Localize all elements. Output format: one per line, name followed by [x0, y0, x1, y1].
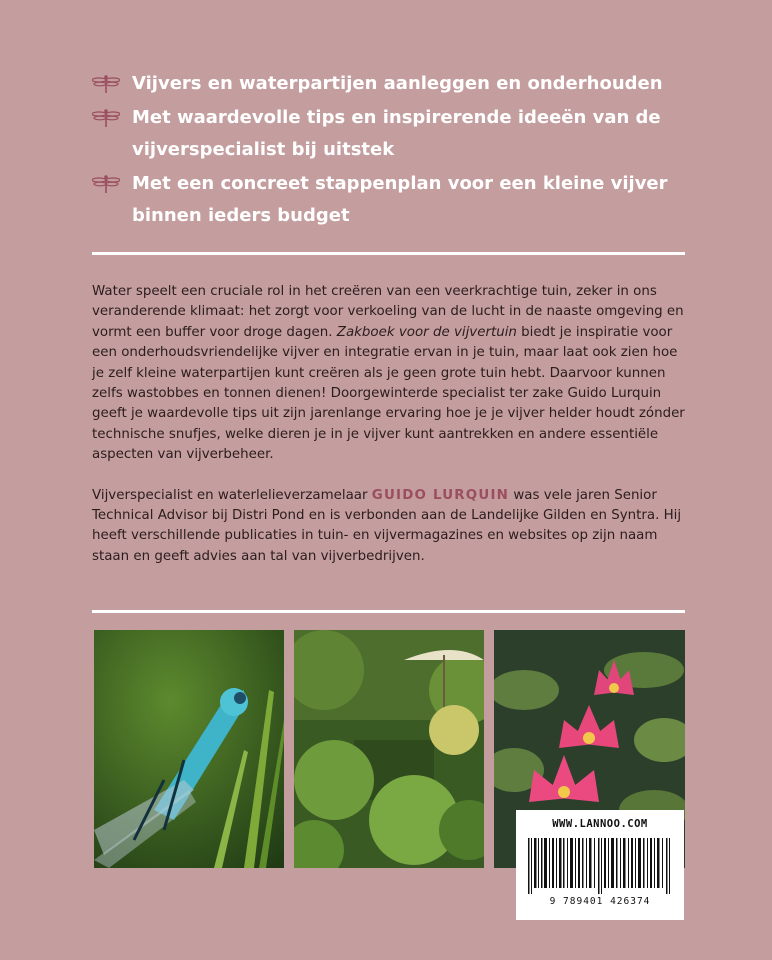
- author-name: GUIDO LURQUIN: [371, 487, 510, 503]
- bullet-item: [92, 168, 692, 232]
- bio-text: was vele jaren Senior Technical Advisor bij Distri Pond en is verbonden aan de Landelijke Gilden en Syntra. Hij heeft verschillende publicaties in tuin- en vijvermagazines en websites op zijn naam staan en geeft advies aan tal van vijverbedrijven.: [92, 487, 682, 564]
- bullet-item: [92, 102, 692, 166]
- publisher-url: WWW.LANNOO.COM: [552, 818, 648, 830]
- description-text: Water speelt een cruciale rol in het creëren van een veerkrachtige tuin, zeker in ons veranderende klimaat: het zorgt voor verkoeling van de lucht in de naaste omgeving en vormt een buffer voor droge dagen.: [92, 284, 684, 340]
- feature-bullets: [92, 68, 692, 234]
- book-title: Zakboek voor de vijvertuin: [336, 324, 517, 340]
- dragonfly-photo-icon: [94, 630, 284, 868]
- garden-photo-icon: [294, 630, 484, 868]
- divider-bottom: [92, 610, 685, 613]
- garden-pond-photo: [294, 630, 484, 868]
- bullet-item: [92, 68, 692, 100]
- bullet-text: Met een concreet stappenplan voor een kleine vijver binnen ieders budget: [132, 173, 668, 226]
- dragonfly-photo: [94, 630, 284, 868]
- bullet-text: Met waardevolle tips en inspirerende ideeën van de vijverspecialist bij uitstek: [132, 107, 661, 160]
- barcode-icon: [526, 838, 674, 894]
- description-text: biedt je inspiratie voor een onderhoudsvriendelijke vijver en integratie ervan in je tuin, maar laat ook zien hoe je zelf kleine waterpartijen kunt creëren als je geen grote tuin hebt. Daarvoor kunnen zelfs wastobbes en tonnen dienen! Doorgewinterde specialist ter zake Guido Lurquin geeft je waardevolle tips uit zijn jarenlange ervaring hoe je je vijver helder houdt zónder technische snufjes, welke dieren je in je vijver kunt aantrekken en andere essentiële aspecten van vijverbeheer.: [92, 324, 685, 463]
- back-cover-text: [92, 282, 692, 587]
- bio-paragraph: [92, 486, 692, 568]
- isbn-number: 9 789401 426374: [549, 896, 651, 907]
- dragonfly-icon: [92, 108, 120, 128]
- bio-text: Vijverspecialist en waterlelieverzamelaar: [92, 487, 372, 503]
- description-paragraph: [92, 282, 692, 466]
- divider-top: [92, 252, 685, 255]
- barcode-panel: [516, 810, 684, 920]
- dragonfly-icon: [92, 74, 120, 94]
- bullet-text: Vijvers en waterpartijen aanleggen en onderhouden: [132, 73, 663, 94]
- dragonfly-icon: [92, 174, 120, 194]
